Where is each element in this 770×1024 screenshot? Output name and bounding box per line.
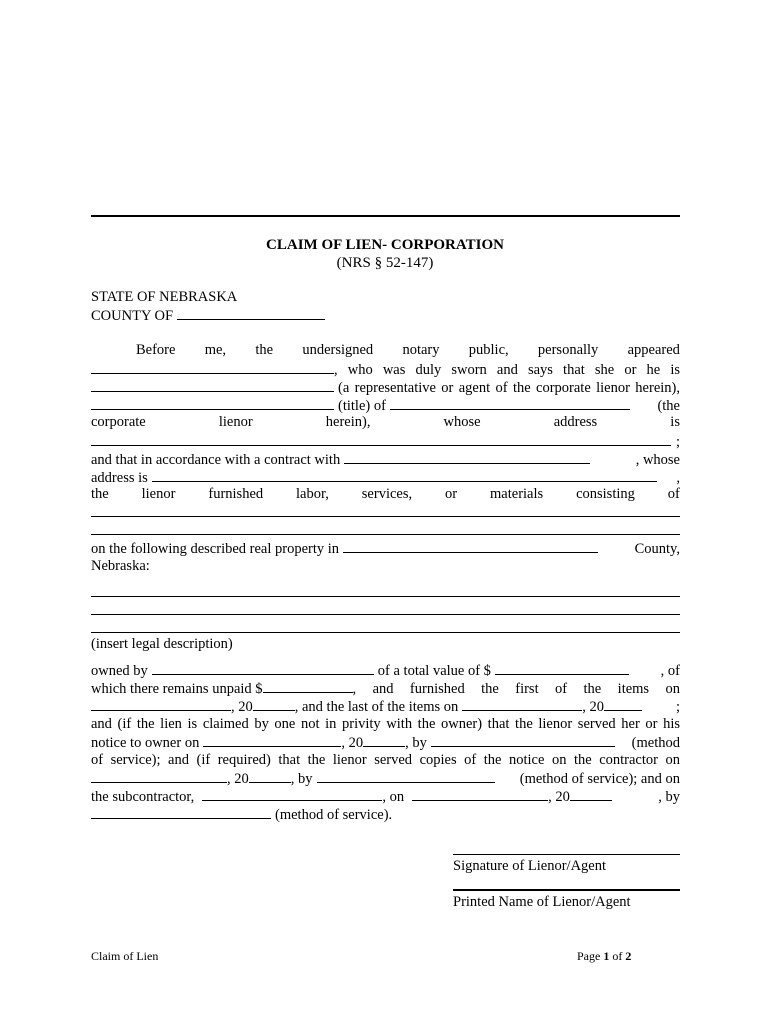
county-name-field[interactable]	[343, 539, 598, 553]
p3-line-3	[91, 697, 680, 715]
p1-word: public,	[468, 342, 509, 358]
p1-line-2	[91, 360, 680, 378]
p3-text: , 20	[227, 771, 249, 787]
signature-label: Signature of Lienor/Agent	[453, 858, 607, 874]
contract-party-field[interactable]	[344, 450, 590, 464]
printed-name-line[interactable]	[453, 889, 680, 891]
p1-word: undersigned	[302, 342, 374, 358]
subcontractor-notice-date-field[interactable]	[412, 787, 548, 801]
lienor-address-field[interactable]	[91, 432, 671, 446]
p3-text: , 20	[341, 735, 364, 751]
p3-line-1	[91, 661, 680, 679]
p1-word: corporate	[91, 414, 146, 430]
p3-text: , 20	[548, 789, 570, 805]
p3-line-9	[91, 805, 680, 823]
p1-word: herein),	[325, 414, 371, 430]
unpaid-amount-field[interactable]	[263, 679, 353, 693]
p1-text: and that in accordance with a contract with	[91, 452, 341, 468]
p1-word: appeared	[627, 342, 680, 358]
p1-line-5	[91, 414, 680, 432]
p3-text: of a total value of $	[377, 663, 491, 679]
legal-description-field-1[interactable]	[91, 596, 680, 597]
p3-text: , on	[382, 789, 405, 805]
contractor-notice-year-field[interactable]	[249, 769, 291, 783]
representative-field[interactable]	[91, 378, 334, 392]
p3-text: , and furnished the first of the items on	[352, 681, 680, 697]
p3-text: , of	[660, 663, 680, 679]
p1-line-4	[91, 396, 680, 414]
p1-text: , who was duly sworn and says that she or he is	[334, 362, 680, 378]
p3-text: , by	[405, 735, 427, 751]
p3-text: ;	[675, 699, 680, 715]
p1-text: address is	[91, 470, 148, 486]
p2-text: County,	[634, 541, 680, 557]
p1-word: lienor	[218, 414, 253, 430]
p1-text: (a representative or agent of the corporate lienor herein),	[338, 380, 680, 396]
p1-word: furnished	[208, 486, 264, 502]
county-field[interactable]	[177, 306, 325, 320]
p1-word: the	[91, 486, 109, 502]
current-page: 1	[603, 949, 610, 963]
p3-line-5	[91, 733, 680, 751]
document-title: CLAIM OF LIEN- CORPORATION	[266, 237, 504, 253]
p3-text: , 20	[231, 699, 253, 715]
p1-word: consisting	[576, 486, 635, 502]
printed-name-label: Printed Name of Lienor/Agent	[453, 894, 631, 910]
affiant-name-field[interactable]	[91, 360, 334, 374]
p1-word: of	[667, 486, 680, 502]
p3-line-7	[91, 769, 680, 787]
p1-word: services,	[361, 486, 413, 502]
p1-line-7	[91, 450, 680, 468]
materials-field-2[interactable]	[91, 534, 680, 535]
p1-word: whose	[443, 414, 481, 430]
p3-text: , by	[290, 771, 313, 787]
notice-method-field[interactable]	[431, 733, 615, 747]
last-items-year-field[interactable]	[604, 697, 642, 711]
p1-text: , whose	[635, 452, 680, 468]
p3-line-6: of service); and (if required) that the lienor served copies of the notice on the contractor on	[91, 752, 680, 768]
total-pages: 2	[625, 949, 632, 963]
statute-reference: (NRS § 52-147)	[336, 255, 434, 271]
p1-line-9	[91, 486, 680, 504]
p1-word: Before	[136, 342, 176, 358]
p1-line-6	[91, 432, 680, 450]
contract-party-address-field[interactable]	[152, 468, 657, 482]
legal-description-field-3[interactable]	[91, 632, 680, 633]
p1-word: is	[670, 414, 680, 430]
p1-word: address	[553, 414, 598, 430]
p1-text: (title) of	[338, 398, 386, 414]
first-items-date-field[interactable]	[91, 697, 231, 711]
materials-field-1[interactable]	[91, 516, 680, 517]
p1-word: labor,	[296, 486, 329, 502]
page-label: Page	[577, 949, 601, 963]
last-items-date-field[interactable]	[462, 697, 582, 711]
corporation-field[interactable]	[390, 396, 630, 410]
p3-text: which there remains unpaid $	[91, 681, 263, 697]
p1-word: the	[255, 342, 274, 358]
subcontractor-method-field[interactable]	[91, 805, 271, 819]
county-row	[91, 306, 680, 324]
p1-text: ,	[676, 470, 680, 486]
p3-text: notice to owner on	[91, 735, 200, 751]
p1-text: (the	[657, 398, 680, 414]
legal-description-field-2[interactable]	[91, 614, 680, 615]
p3-text: , 20	[582, 699, 604, 715]
page-number	[577, 947, 631, 965]
p1-text: ;	[675, 434, 680, 450]
p1-word: or	[445, 486, 458, 502]
total-value-field[interactable]	[495, 661, 629, 675]
state-line: STATE OF NEBRASKA	[91, 289, 238, 305]
subcontractor-notice-year-field[interactable]	[570, 787, 612, 801]
p3-line-2	[91, 679, 680, 697]
p3-text: the subcontractor,	[91, 789, 195, 805]
p3-text: , and the last of the items on	[294, 699, 459, 715]
p1-line-8	[91, 468, 680, 486]
p3-text: (method	[631, 735, 680, 751]
owner-field[interactable]	[152, 661, 374, 675]
p1-word: me,	[204, 342, 227, 358]
title-field[interactable]	[91, 396, 334, 410]
p1-word: materials	[490, 486, 544, 502]
contractor-notice-date-field[interactable]	[91, 769, 227, 783]
p2-line-1	[91, 539, 680, 557]
top-rule	[91, 215, 680, 217]
p2-line-2: Nebraska:	[91, 558, 150, 574]
p3-line-8	[91, 787, 680, 805]
notice-year-field[interactable]	[363, 733, 405, 747]
contractor-notice-method-field[interactable]	[317, 769, 495, 783]
legal-description-note: (insert legal description)	[91, 636, 233, 652]
p3-text: (method of service); and on	[519, 771, 680, 787]
p3-line-4: and (if the lien is claimed by one not in privity with the owner) that the lienor served her or his	[91, 716, 680, 732]
p1-word: notary	[402, 342, 440, 358]
page-of: of	[612, 949, 623, 963]
p1-line-1	[91, 342, 680, 360]
p1-word: lienor	[141, 486, 176, 502]
p1-word: personally	[537, 342, 599, 358]
county-label: COUNTY OF	[91, 308, 174, 324]
signature-line[interactable]	[453, 854, 680, 855]
first-items-year-field[interactable]	[253, 697, 295, 711]
p2-text: on the following described real property in	[91, 541, 340, 557]
subcontractor-field[interactable]	[202, 787, 382, 801]
p1-line-3	[91, 378, 680, 396]
p3-text: owned by	[91, 663, 148, 679]
p3-text: , by	[658, 789, 680, 805]
p3-text: (method of service).	[275, 807, 393, 823]
footer-title: Claim of Lien	[91, 949, 159, 963]
notice-date-field[interactable]	[203, 733, 341, 747]
